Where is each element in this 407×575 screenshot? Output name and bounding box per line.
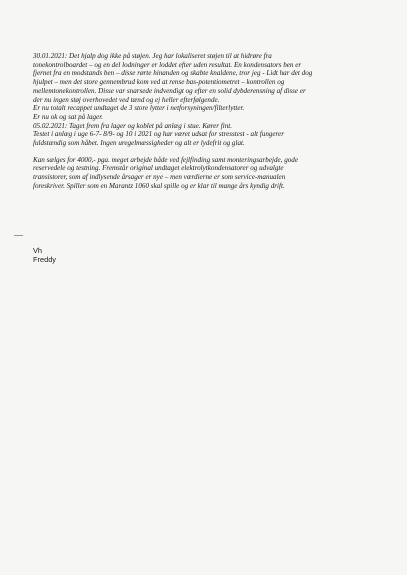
text-line: transistorer, som af indlysende årsager er nye – men værdierne er som service-manualen xyxy=(33,173,286,182)
paragraph-spacer xyxy=(33,148,378,156)
text-line: 30.01.2021: Det hjalp dog ikke på støjen. Jeg har lokaliseret støjen til at hidrøre fra xyxy=(33,52,272,60)
document-body xyxy=(33,52,378,191)
paragraph-repair-log xyxy=(33,52,378,148)
text-line: Kan sælges for 4000,- pga. meget arbejde både ved fejlfinding samt monteringsarbejde, gode xyxy=(33,155,298,164)
scan-mark xyxy=(14,235,23,236)
text-line: mellemtonekontrollen. Disse var snarsede indvendigt og efter en solid dybderensning af disse er xyxy=(33,86,306,95)
text-line: fuldstændig som håbet. Ingen uregelmæssigheder og alt er lydefrit og glat. xyxy=(33,139,245,148)
text-line: hjulpet – men det store gennembrud kom ved at rense bas-potentiometret – kontrollen og xyxy=(33,78,285,87)
text-line: reservedele og testning. Fremstår original undtaget elektrolytkondensatorer og udvalgte xyxy=(33,164,284,173)
text-line: Er nu ok og sat på lager. xyxy=(33,112,103,121)
paragraph-sale-note xyxy=(33,156,378,191)
text-line: Testet i anlæg i uge 6-7- 8/9- og 10 i 2021 og har været udsat for stresstest - alt fungerer xyxy=(33,130,284,139)
text-line: tonekontrolboardet – og en del lodninger er loddet efter uden resultat. En kondensators ben er xyxy=(33,60,302,69)
text-line: foreskriver. Spiller som en Marantz 1060 skal spille og er klar til mange års kyndig drift. xyxy=(33,181,285,190)
text-line: fjernet fra en modstands ben – disse rørte hinanden og skabte knaldene, tror jeg - Lidt har det dog xyxy=(33,69,313,78)
signature-name: Freddy xyxy=(33,255,57,264)
text-line: 05.02.2021: Taget frem fra lager og koblet på anlæg i stue. Kører fint. xyxy=(33,121,233,130)
text-line: Er nu totalt recappet undtaget de 3 store lytter i netforsyningen/filterlytter. xyxy=(33,104,245,113)
signature-block xyxy=(33,246,56,264)
text-line: der nu ingen støj overhovedet ved tænd og ej heller efterfølgende. xyxy=(33,95,220,104)
signature-greeting: Vh xyxy=(33,246,43,255)
